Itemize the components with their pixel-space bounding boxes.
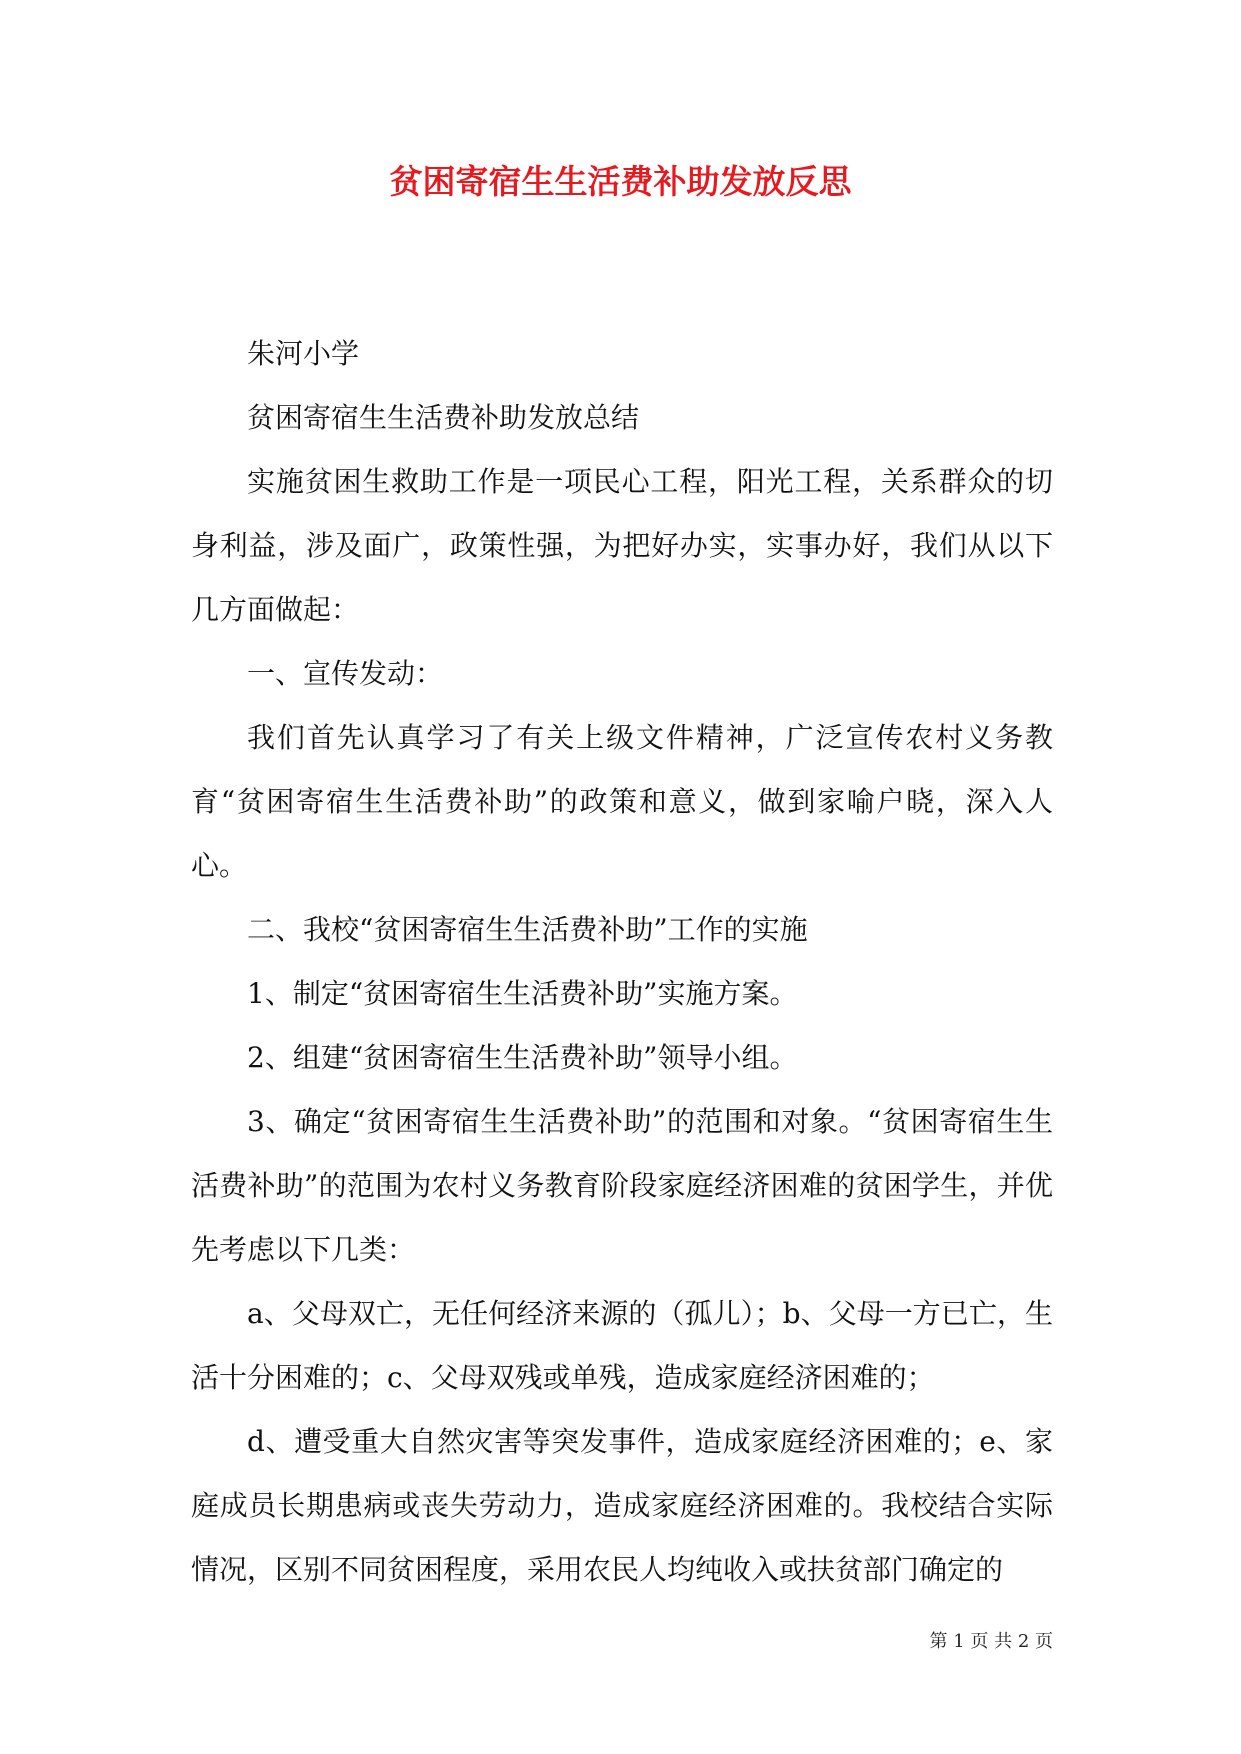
paragraph-publicity: 我们首先认真学习了有关上级文件精神，广泛宣传农村义务教育“贫困寄宿生生活费补助”的政策和意义，做到家喻户晓，深入人心。	[191, 721, 1053, 882]
paragraph-intro: 实施贫困生救助工作是一项民心工程，阳光工程，关系群众的切身利益，涉及面广，政策性强，为把好办实，实事办好，我们从以下几方面做起：	[191, 465, 1053, 626]
page-number-footer: 第 1 页 共 2 页	[929, 1631, 1053, 1652]
list-item-1: 1、制定“贫困寄宿生生活费补助”实施方案。	[247, 977, 798, 1010]
paragraph-categories-abc: a、父母双亡，无任何经济来源的（孤儿）；b、父母一方已亡，生活十分困难的；c、父母双残或单残，造成家庭经济困难的；	[191, 1297, 1053, 1394]
document-body	[191, 322, 1053, 1602]
school-name: 朱河小学	[247, 337, 360, 370]
section-heading-2: 二、我校“贫困寄宿生生活费补助”工作的实施	[247, 913, 808, 946]
section-heading-1: 一、宣传发动：	[247, 657, 444, 690]
paragraph-categories-de: d、遭受重大自然灾害等突发事件，造成家庭经济困难的；e、家庭成员长期患病或丧失劳动力，造成家庭经济困难的。我校结合实际情况，区别不同贫困程度，采用农民人均纯收入或扶贫部门确定的	[191, 1425, 1053, 1586]
document-title: 贫困寄宿生生活费补助发放反思	[389, 162, 852, 201]
subtitle-summary: 贫困寄宿生生活费补助发放总结	[247, 401, 640, 434]
list-item-3: 3、确定“贫困寄宿生生活费补助”的范围和对象。“贫困寄宿生生活费补助”的范围为农村义务教育阶段家庭经济困难的贫困学生，并优先考虑以下几类：	[191, 1105, 1053, 1266]
list-item-2: 2、组建“贫困寄宿生生活费补助”领导小组。	[247, 1041, 798, 1074]
